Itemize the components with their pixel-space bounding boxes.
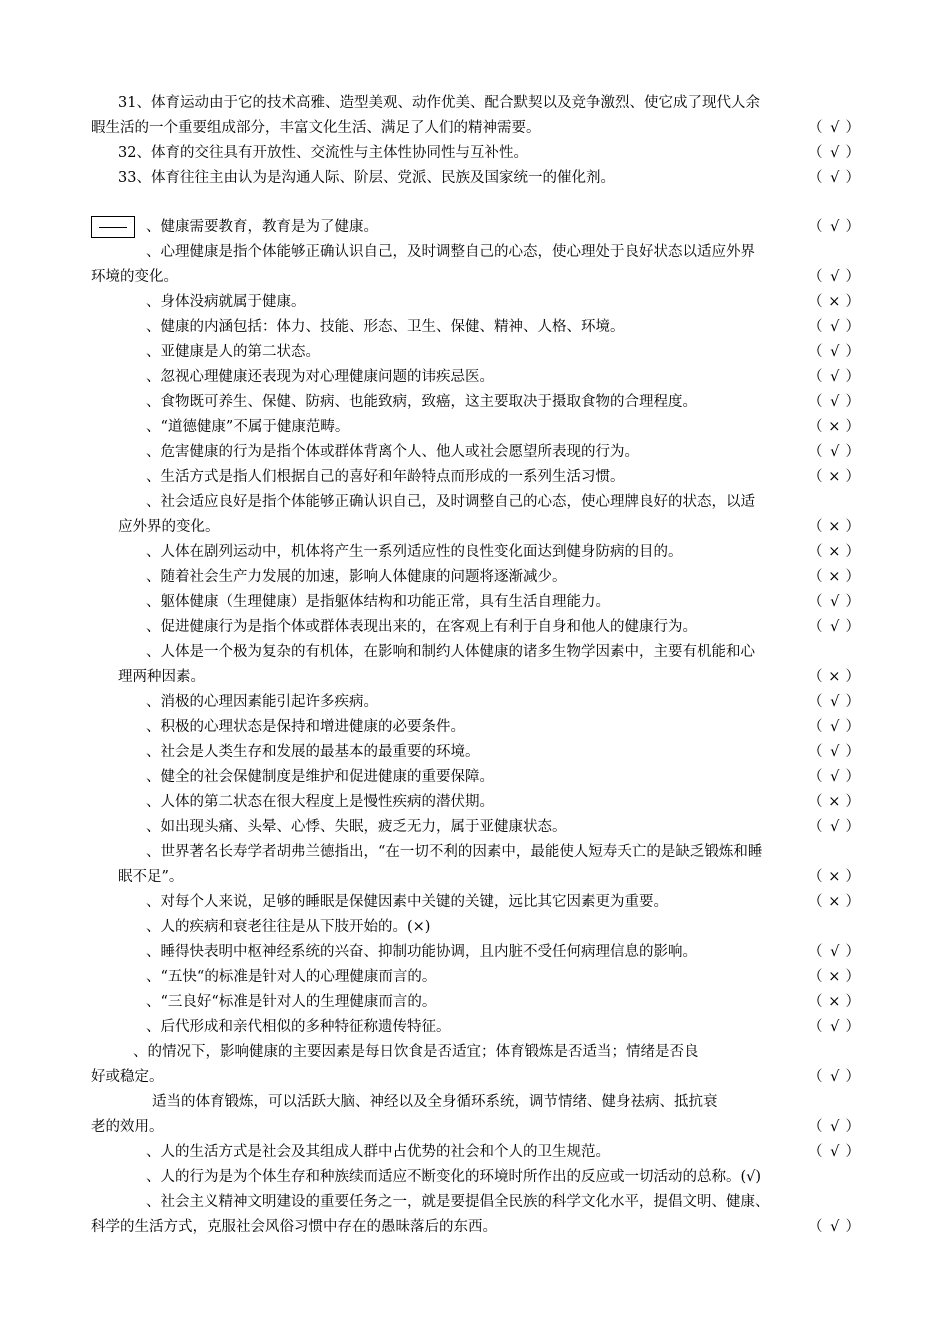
statement-text: 应外界的变化。 — [118, 519, 220, 535]
answer-mark: （ × ） — [808, 669, 860, 685]
answer-mark: （ √ ） — [808, 769, 860, 785]
statement-text: 、忽视心理健康还表现为对心理健康问题的讳疾忌医。 — [146, 369, 494, 385]
statement-text: 、“三良好“标准是针对人的生理健康而言的。 — [146, 994, 437, 1010]
statement-text: 、食物既可养生、保健、防病、也能致病，致癌，这主要取决于摄取食物的合理程度。 — [146, 394, 697, 410]
statement-text: 33、体育往往主由认为是沟通人际、阶层、党派、民族及国家统一的催化剂。 — [118, 170, 615, 186]
statement-text: 好或稳定。 — [91, 1069, 164, 1085]
statement-text: 、健康的内涵包括：体力、技能、形态、卫生、保健、精神、人格、环境。 — [146, 319, 625, 335]
answer-mark: （ √ ） — [808, 219, 860, 235]
statement-text: 、促进健康行为是指个体或群体表现出来的，在客观上有利于自身和他人的健康行为。 — [146, 619, 697, 635]
statement-text: 、生活方式是指人们根据自己的喜好和年龄特点而形成的一系列生活习惯。 — [146, 469, 625, 485]
statement-text: 暇生活的一个重要组成部分，丰富文化生活、满足了人们的精神需要。 — [91, 120, 541, 136]
answer-mark: （ √ ） — [808, 170, 860, 186]
answer-mark: （ × ） — [808, 519, 860, 535]
boxed-dash-marker — [91, 216, 135, 238]
answer-mark: （ √ ） — [808, 1219, 860, 1235]
answer-mark: （ √ ） — [808, 120, 860, 136]
answer-mark: （ √ ） — [808, 369, 860, 385]
statement-text: 、积极的心理状态是保持和增进健康的必要条件。 — [146, 719, 465, 735]
statement-text: 科学的生活方式，克服社会风俗习惯中存在的愚昧落后的东西。 — [91, 1219, 497, 1235]
statement-text: 、人的生活方式是社会及其组成人群中占优势的社会和个人的卫生规范。 — [146, 1144, 610, 1160]
dash-line — [99, 227, 127, 228]
statement-text: 眠不足”。 — [118, 869, 184, 885]
statement-text: 理两种因素。 — [118, 669, 205, 685]
statement-text: 、“道德健康”不属于健康范畴。 — [146, 419, 350, 435]
statement-text: 、身体没病就属于健康。 — [146, 294, 306, 310]
answer-mark: （ × ） — [808, 469, 860, 485]
answer-mark: （ × ） — [808, 294, 860, 310]
statement-text: 、“五快“的标准是针对人的心理健康而言的。 — [146, 969, 437, 985]
statement-text: 、危害健康的行为是指个体或群体背离个人、他人或社会愿望所表现的行为。 — [146, 444, 639, 460]
statement-text: 、消极的心理因素能引起许多疾病。 — [146, 694, 378, 710]
answer-mark: （ √ ） — [808, 444, 860, 460]
statement-text: 31、体育运动由于它的技术高雅、造型美观、动作优美、配合默契以及竞争激烈、使它成了现代人余 — [118, 95, 760, 111]
answer-mark: （ × ） — [808, 994, 860, 1010]
answer-mark: （ √ ） — [808, 1119, 860, 1135]
answer-mark: （ √ ） — [808, 319, 860, 335]
statement-text: 老的效用。 — [91, 1119, 164, 1135]
answer-mark: （ √ ） — [808, 394, 860, 410]
statement-text: 、社会适应良好是指个体能够正确认识自己，及时调整自己的心态，使心理牌良好的状态，以适 — [146, 494, 755, 510]
answer-mark: （ √ ） — [808, 1019, 860, 1035]
answer-mark: （ √ ） — [808, 145, 860, 161]
statement-text: 、人体的第二状态在很大程度上是慢性疾病的潜伏期。 — [146, 794, 494, 810]
answer-mark: （ √ ） — [808, 344, 860, 360]
statement-text: 、社会是人类生存和发展的最基本的最重要的环境。 — [146, 744, 480, 760]
answer-mark: （ √ ） — [808, 819, 860, 835]
answer-mark: （ × ） — [808, 969, 860, 985]
answer-mark: （ √ ） — [808, 694, 860, 710]
answer-mark: （ √ ） — [808, 1144, 860, 1160]
statement-text: 、对每个人来说，足够的睡眠是保健因素中关键的关键，远比其它因素更为重要。 — [146, 894, 668, 910]
statement-text: 、亚健康是人的第二状态。 — [146, 344, 320, 360]
answer-mark: （ √ ） — [808, 269, 860, 285]
answer-mark: （ × ） — [808, 544, 860, 560]
statement-text: 、人的疾病和衰老往往是从下肢开始的。(×) — [146, 919, 431, 935]
statement-text: 、人体是一个极为复杂的有机体，在影响和制约人体健康的诸多生物学因素中，主要有机能和心 — [146, 644, 755, 660]
statement-text: 适当的体育锻炼，可以活跃大脑、神经以及全身循环系统，调节情绪、健身祛病、抵抗衰 — [152, 1094, 718, 1110]
statement-text: 、躯体健康（生理健康）是指躯体结构和功能正常，具有生活自理能力。 — [146, 594, 610, 610]
statement-text: 、的情况下，影响健康的主要因素是每日饮食是否适宜；体育锻炼是否适当；情绪是否良 — [133, 1044, 699, 1060]
answer-mark: （ √ ） — [808, 944, 860, 960]
answer-mark: （ × ） — [808, 794, 860, 810]
answer-mark: （ × ） — [808, 894, 860, 910]
answer-mark: （ √ ） — [808, 594, 860, 610]
statement-text: 、随着社会生产力发展的加速，影响人体健康的问题将逐渐减少。 — [146, 569, 567, 585]
answer-mark: （ × ） — [808, 569, 860, 585]
answer-mark: （ × ） — [808, 869, 860, 885]
statement-text: 、健康需要教育，教育是为了健康。 — [146, 219, 378, 235]
statement-text: 32、体育的交往具有开放性、交流性与主体性协同性与互补性。 — [118, 145, 528, 161]
answer-mark: （ √ ） — [808, 1069, 860, 1085]
statement-text: 、睡得快表明中枢神经系统的兴奋、抑制功能协调，且内脏不受任何病理信息的影响。 — [146, 944, 697, 960]
statement-text: 、后代形成和亲代相似的多种特征称遗传特征。 — [146, 1019, 451, 1035]
answer-mark: （ √ ） — [808, 744, 860, 760]
statement-text: 环境的变化。 — [91, 269, 178, 285]
statement-text: 、健全的社会保健制度是维护和促进健康的重要保障。 — [146, 769, 494, 785]
answer-mark: （ √ ） — [808, 619, 860, 635]
statement-text: 、人的行为是为个体生存和种族续而适应不断变化的环境时所作出的反应或一切活动的总称。(√) — [146, 1169, 762, 1185]
answer-mark: （ √ ） — [808, 719, 860, 735]
statement-text: 、世界著名长寿学者胡弗兰德指出，“在一切不利的因素中，最能使人短寿夭亡的是缺乏锻炼和睡 — [146, 844, 763, 860]
answer-mark: （ × ） — [808, 419, 860, 435]
statement-text: 、社会主义精神文明建设的重要任务之一，就是要提倡全民族的科学文化水平，提倡文明、健康、 — [146, 1194, 770, 1210]
statement-text: 、人体在剧列运动中，机体将产生一系列适应性的良性变化面达到健身防病的目的。 — [146, 544, 683, 560]
statement-text: 、如出现头痛、头晕、心悸、失眠，疲乏无力，属于亚健康状态。 — [146, 819, 567, 835]
statement-text: 、心理健康是指个体能够正确认识自己，及时调整自己的心态，使心理处于良好状态以适应外界 — [146, 244, 755, 260]
